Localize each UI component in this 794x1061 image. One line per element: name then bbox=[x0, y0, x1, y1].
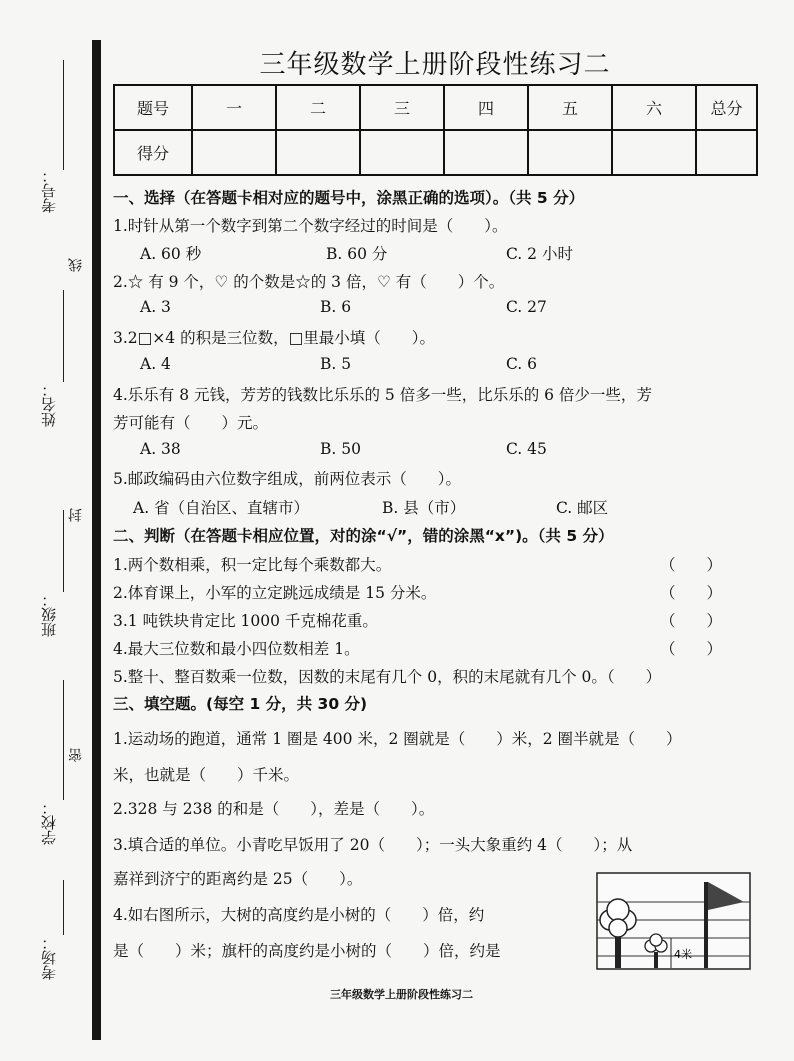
s1-q5-option-a[interactable]: A. 省（自治区、直辖市） bbox=[133, 499, 310, 517]
s2-question-5: 5.整十、整百数乘一位数，因数的末尾有几个 0，积的末尾就有几个 0。（ ） bbox=[113, 668, 662, 686]
s2-q3-answer[interactable]: （ ） bbox=[660, 612, 723, 630]
s1-q1-option-b[interactable]: B. 60 分 bbox=[326, 245, 388, 263]
s1-q4-option-c[interactable]: C. 45 bbox=[506, 440, 547, 458]
header-cell: 五 bbox=[528, 85, 612, 130]
score-row-label: 得分 bbox=[114, 130, 192, 175]
s3-question-3-line1: 3.填合适的单位。小青吃早饭用了 20（ ）；一头大象重约 4（ ）；从 bbox=[113, 836, 633, 854]
seal-char-mi: 密 bbox=[68, 748, 84, 762]
header-cell: 六 bbox=[612, 85, 696, 130]
seal-char-xian: 线 bbox=[68, 258, 84, 272]
header-cell: 总分 bbox=[696, 85, 757, 130]
s1-q5-option-b[interactable]: B. 县（市） bbox=[382, 499, 466, 517]
s3-question-4-line2: 是（ ）米；旗杆的高度约是小树的（ ）倍，约是 bbox=[113, 942, 501, 960]
exam-number-line bbox=[63, 60, 64, 170]
binding-bar bbox=[92, 40, 101, 1040]
s3-question-3-line2: 嘉祥到济宁的距离约是 25（ ）。 bbox=[113, 870, 363, 888]
s1-q2-option-c[interactable]: C. 27 bbox=[506, 298, 547, 316]
header-cell: 三 bbox=[360, 85, 444, 130]
s2-question-4: 4.最大三位数和最小四位数相差 1。 bbox=[113, 640, 360, 658]
s1-q1-option-a[interactable]: A. 60 秒 bbox=[140, 245, 202, 263]
score-cell[interactable] bbox=[612, 130, 696, 175]
score-table-header-row bbox=[114, 85, 757, 130]
header-cell: 二 bbox=[276, 85, 360, 130]
s1-question-3: 3.2□×4 的积是三位数，□里最小填（ ）。 bbox=[113, 329, 435, 347]
s3-question-1-line2: 米，也就是（ ）千米。 bbox=[113, 766, 300, 784]
score-cell[interactable] bbox=[192, 130, 276, 175]
s2-q4-answer[interactable]: （ ） bbox=[660, 640, 723, 658]
s1-q3-option-b[interactable]: B. 5 bbox=[320, 355, 352, 373]
score-cell[interactable] bbox=[696, 130, 757, 175]
section1-heading: 一、选择（在答题卡相对应的题号中，涂黑正确的选项）。（共 5 分） bbox=[113, 189, 585, 207]
header-cell: 四 bbox=[444, 85, 528, 130]
s2-question-3: 3.1 吨铁块肯定比 1000 千克棉花重。 bbox=[113, 612, 378, 630]
exam-number-label: 考号： bbox=[40, 168, 58, 213]
s1-question-4-line2: 芳可能有（ ）元。 bbox=[113, 414, 269, 432]
score-cell[interactable] bbox=[360, 130, 444, 175]
s1-q3-option-a[interactable]: A. 4 bbox=[140, 355, 171, 373]
school-line bbox=[63, 680, 64, 800]
score-cell[interactable] bbox=[528, 130, 612, 175]
s3-question-4-line1: 4.如右图所示，大树的高度约是小树的（ ）倍，约 bbox=[113, 906, 485, 924]
trees-flagpole-figure bbox=[596, 872, 751, 970]
page-footer: 三年级数学上册阶段性练习二 bbox=[330, 988, 473, 1001]
score-table bbox=[113, 84, 758, 176]
s1-q3-option-c[interactable]: C. 6 bbox=[506, 355, 538, 373]
header-cell: 一 bbox=[192, 85, 276, 130]
s1-q4-option-b[interactable]: B. 50 bbox=[320, 440, 361, 458]
name-line bbox=[63, 290, 64, 382]
s1-q2-option-a[interactable]: A. 3 bbox=[140, 298, 171, 316]
seal-char-feng: 封 bbox=[68, 508, 84, 522]
s1-question-1: 1.时针从第一个数字到第二个数字经过的时间是（ ）。 bbox=[113, 217, 508, 235]
small-tree-height-label: 4米 bbox=[674, 948, 692, 961]
name-label: 姓名： bbox=[40, 382, 58, 427]
s1-question-5: 5.邮政编码由六位数字组成，前两位表示（ ）。 bbox=[113, 470, 462, 488]
exam-room-line bbox=[63, 880, 64, 935]
s2-q2-answer[interactable]: （ ） bbox=[660, 584, 723, 602]
s1-q4-option-a[interactable]: A. 38 bbox=[140, 440, 181, 458]
s3-question-2: 2.328 与 238 的和是（ ），差是（ ）。 bbox=[113, 800, 435, 818]
s2-question-2: 2.体育课上，小军的立定跳远成绩是 15 分米。 bbox=[113, 584, 437, 602]
header-cell: 题号 bbox=[114, 85, 192, 130]
class-line bbox=[63, 510, 64, 592]
s1-question-4-line1: 4.乐乐有 8 元钱，芳芳的钱数比乐乐的 5 倍多一些，比乐乐的 6 倍少一些，芳 bbox=[113, 386, 652, 404]
school-label: 学校： bbox=[40, 800, 58, 845]
section2-heading: 二、判断（在答题卡相应位置，对的涂“√”，错的涂黑“x”)。（共 5 分） bbox=[113, 527, 614, 545]
section3-heading: 三、填空题。(每空 1 分，共 30 分) bbox=[113, 695, 368, 713]
s2-q1-answer[interactable]: （ ） bbox=[660, 556, 723, 574]
s2-question-1: 1.两个数相乘，积一定比每个乘数都大。 bbox=[113, 556, 392, 574]
score-cell[interactable] bbox=[444, 130, 528, 175]
exam-room-label: 考场： bbox=[40, 935, 58, 980]
class-label: 班级： bbox=[40, 592, 58, 637]
score-cell[interactable] bbox=[276, 130, 360, 175]
s1-q1-option-c[interactable]: C. 2 小时 bbox=[506, 245, 573, 263]
s1-q5-option-c[interactable]: C. 邮区 bbox=[556, 499, 609, 517]
s3-question-1-line1: 1.运动场的跑道，通常 1 圈是 400 米，2 圈就是（ ）米，2 圈半就是（ ） bbox=[113, 730, 682, 748]
page-title: 三年级数学上册阶段性练习二 bbox=[259, 50, 611, 80]
s1-question-2: 2.☆ 有 9 个，♡ 的个数是☆的 3 倍，♡ 有（ ）个。 bbox=[113, 273, 505, 291]
s1-q2-option-b[interactable]: B. 6 bbox=[320, 298, 352, 316]
score-table-score-row bbox=[114, 130, 757, 175]
